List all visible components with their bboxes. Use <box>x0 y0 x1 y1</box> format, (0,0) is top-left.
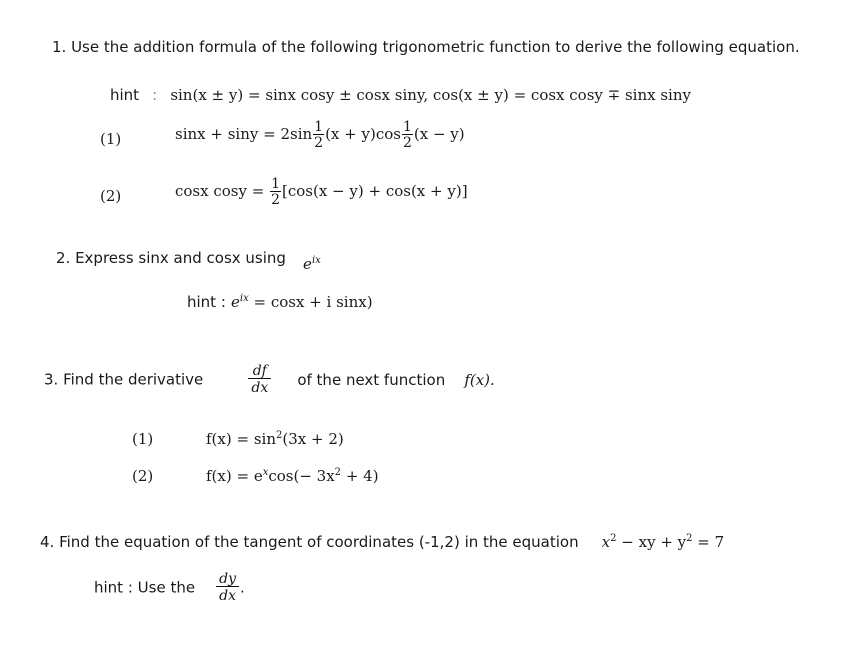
question-3-text: 3. Find the derivative <box>44 370 204 389</box>
equation-rest: cos(− 3x <box>268 467 335 485</box>
question-4-text: 4. Find the equation of the tangent of coordinates (-1,2) in the equation <box>40 533 579 551</box>
q3-item-2-label: (2) <box>132 467 154 485</box>
fraction <box>402 120 413 150</box>
question-3-after: of the next function <box>297 370 446 389</box>
q3-item-1-label: (1) <box>132 430 154 448</box>
exponent: 2 <box>275 430 283 441</box>
exponent: 2 <box>610 533 617 544</box>
function-symbol <box>464 371 494 389</box>
q3-item-2-equation <box>206 467 379 485</box>
question-3-title <box>44 364 495 395</box>
q1-item-2-equation <box>175 177 468 207</box>
fraction <box>270 177 281 207</box>
equation-middle: (x + y)cos <box>325 125 401 143</box>
euler-exponent: ix <box>239 293 249 304</box>
hint-separator: : <box>152 86 158 104</box>
equation-end: = 7 <box>692 533 725 551</box>
hint-label: hint : Use the <box>94 578 196 597</box>
equation-tail: (x − y) <box>413 125 465 143</box>
denominator-text: dx <box>251 380 269 396</box>
q3-item-1-equation <box>206 430 344 448</box>
equation-tail: [cos(x − y) + cos(x + y)] <box>282 182 468 200</box>
equation-rest: + 4) <box>341 467 379 485</box>
question-2-hint <box>187 292 373 311</box>
denominator-text: dx <box>219 588 237 604</box>
curve-equation <box>602 533 725 551</box>
derivative-fraction <box>248 364 271 395</box>
equation-middle: − xy + y <box>616 533 687 551</box>
hint-label: hint : <box>187 293 226 311</box>
fraction-denominator: 2 <box>402 135 412 151</box>
fraction <box>313 120 324 150</box>
question-2-title <box>56 248 321 273</box>
fraction-denominator <box>216 586 239 603</box>
q1-item-2-label: (2) <box>100 187 122 205</box>
q1-item-1-equation <box>175 120 465 150</box>
numerator-text: dy <box>219 571 237 587</box>
derivative-fraction <box>216 572 239 603</box>
fraction-numerator: 1 <box>271 176 280 192</box>
fraction-numerator: 1 <box>314 119 324 135</box>
fraction-numerator <box>248 364 271 378</box>
question-2-text: 2. Express sinx and cosx using <box>56 249 286 267</box>
equation-lhs: sinx + siny = 2sin <box>175 125 313 143</box>
numerator-text: df <box>252 363 267 379</box>
fraction-denominator: 2 <box>314 135 324 151</box>
exponent: x <box>262 467 269 478</box>
equation-lhs: f(x) = sin <box>206 430 276 448</box>
question-4-hint <box>94 572 245 603</box>
addition-formula: sin(x ± y) = sinx cosy ± cosx siny, cos(x ± y) = cosx cosy ∓ sinx siny <box>170 86 691 104</box>
fraction-numerator <box>216 572 239 586</box>
fraction-denominator <box>248 378 271 395</box>
question-1-title: 1. Use the addition formula of the following trigonometric function to derive the following equation. <box>52 38 800 56</box>
question-1-hint <box>110 85 691 104</box>
hint-period: . <box>240 578 245 597</box>
function-text: f(x). <box>464 370 495 389</box>
euler-base: e <box>230 293 240 311</box>
euler-base: e <box>303 255 312 273</box>
exponent: 2 <box>686 533 693 544</box>
q1-item-1-label: (1) <box>100 130 122 148</box>
equation-lhs: f(x) = e <box>206 467 263 485</box>
question-4-title <box>40 532 724 551</box>
exponential-expression <box>303 255 321 273</box>
equation-lhs: cosx cosy = <box>175 182 270 200</box>
fraction-denominator: 2 <box>271 192 280 208</box>
exponent: 2 <box>334 467 342 478</box>
fraction-numerator: 1 <box>402 119 412 135</box>
euler-formula-rest: = cosx + i sinx) <box>248 293 373 311</box>
hint-label: hint <box>110 86 140 104</box>
euler-formula <box>231 293 373 311</box>
euler-exponent: ix <box>311 255 321 266</box>
variable-x: x <box>601 533 611 551</box>
equation-rest: (3x + 2) <box>282 430 344 448</box>
